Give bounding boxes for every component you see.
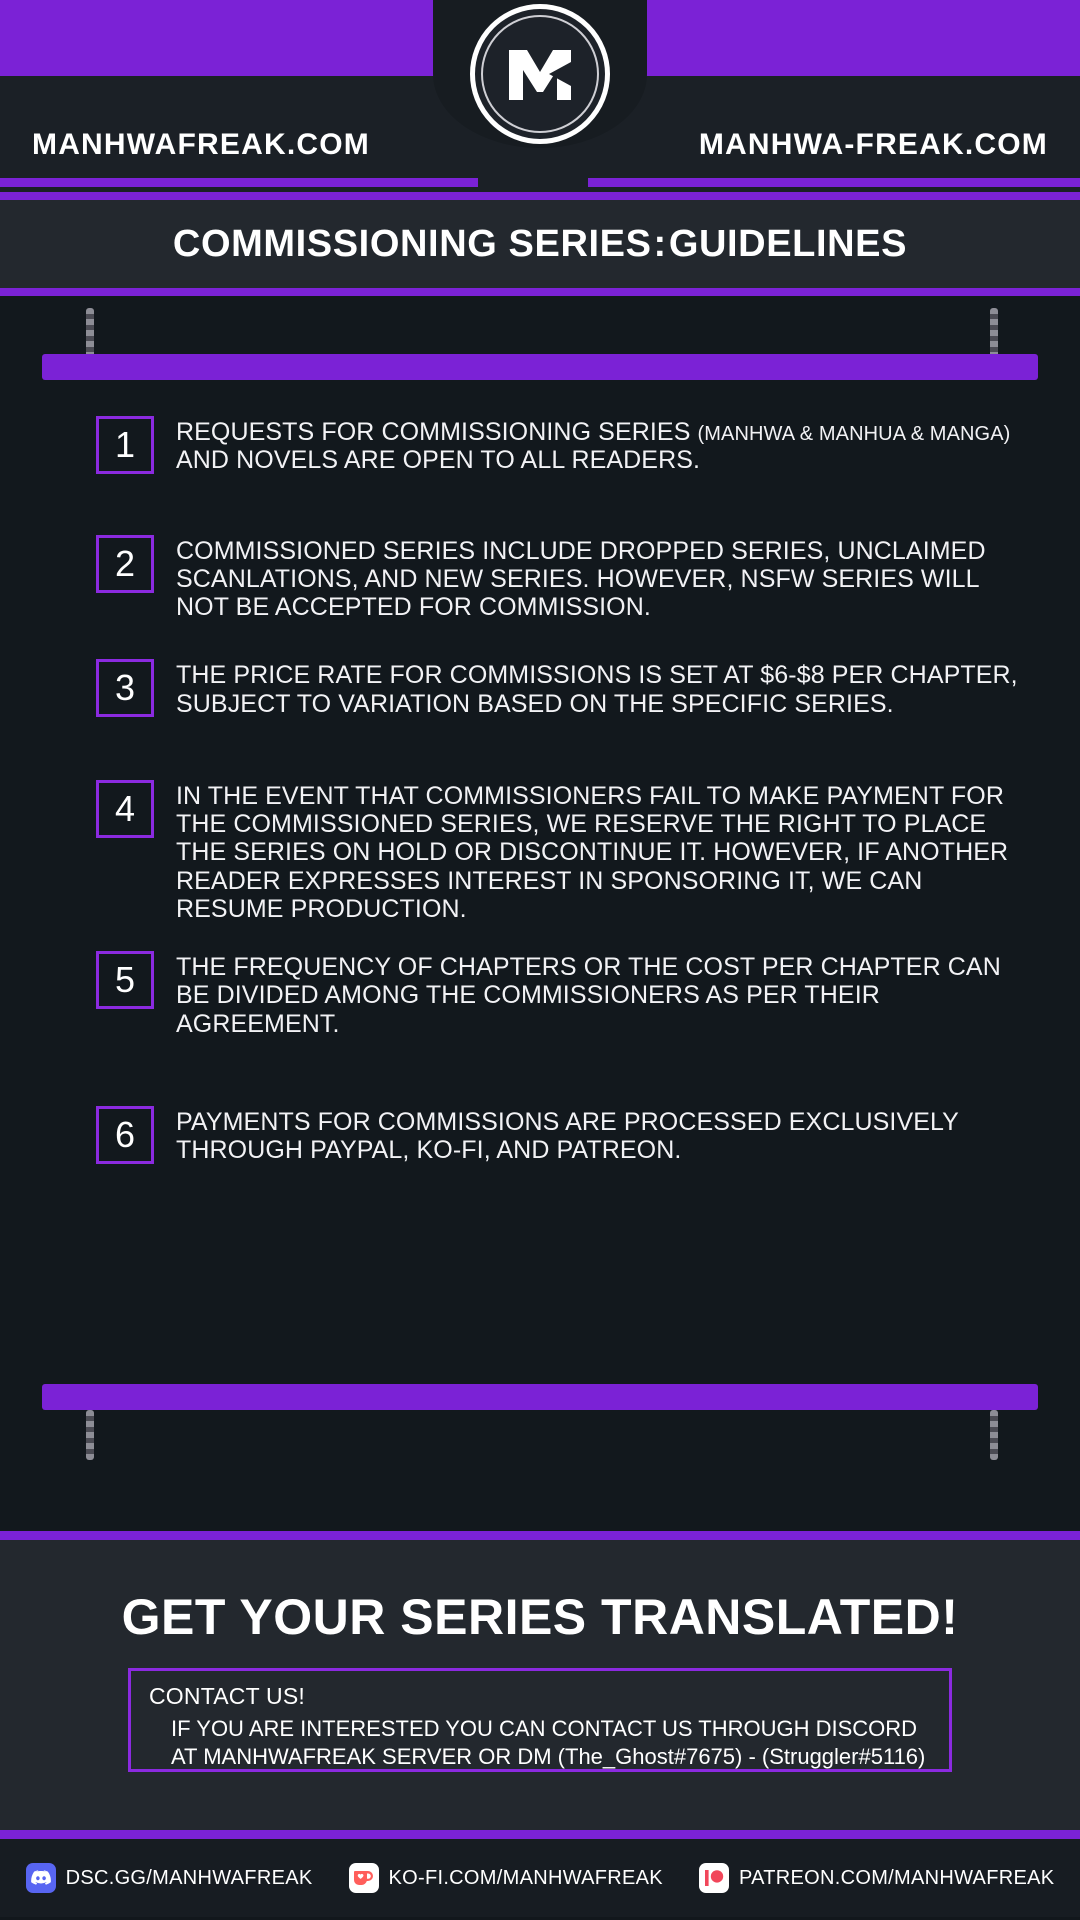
rule-number: 4 xyxy=(96,780,154,838)
page-title-part2: GUIDELINES xyxy=(668,222,908,265)
header-underline-left xyxy=(0,178,478,187)
rule-text-before: REQUESTS FOR COMMISSIONING SERIES xyxy=(176,418,698,446)
rule-number: 6 xyxy=(96,1106,154,1164)
rule-item xyxy=(96,1106,1036,1165)
header-underline-right xyxy=(588,178,1080,187)
rules-list xyxy=(96,416,1036,1164)
rule-text-paren: (MANHWA & MANHUA & MANGA) xyxy=(697,423,1011,445)
link-kofi-label: KO-FI.COM/MANHWAFREAK xyxy=(388,1866,663,1889)
discord-glyph xyxy=(31,1870,51,1886)
contact-line-2: AT MANHWAFREAK SERVER OR DM (The_Ghost#7675) - (Struggler#5116) xyxy=(171,1743,926,1769)
contact-box xyxy=(128,1668,952,1772)
rule-text xyxy=(176,416,1036,475)
rule-number: 3 xyxy=(96,659,154,717)
rule-number: 1 xyxy=(96,416,154,474)
contact-title: CONTACT US! xyxy=(149,1683,305,1709)
guidelines-body xyxy=(0,296,1080,1531)
rule-item xyxy=(96,780,1036,923)
link-patreon-label: PATREON.COM/MANHWAFREAK xyxy=(738,1866,1055,1889)
site-header xyxy=(0,0,1080,192)
kofi-glyph xyxy=(353,1870,375,1886)
rule-item xyxy=(96,416,1036,475)
contact-line-1: IF YOU ARE INTERESTED YOU CAN CONTACT US THROUGH DISCORD xyxy=(171,1716,918,1741)
rule-text: IN THE EVENT THAT COMMISSIONERS FAIL TO MAKE PAYMENT FOR THE COMMISSIONED SERIES, WE RESERVE THE RIGHT TO PLACE THE SERIES ON HOLD OR DISCONTINUE IT. HOWEVER, IF ANOTHER READER EXPRESSES INTEREST IN SPONSORING IT, WE CAN RESUME PRODUCTION. xyxy=(176,781,1009,923)
site-logo xyxy=(470,4,610,144)
title-divider-top xyxy=(0,192,1080,200)
decorative-bar-top xyxy=(42,354,1038,380)
decorative-bar-bottom xyxy=(42,1384,1038,1410)
contact-details xyxy=(149,1715,931,1770)
site-name-right: MANHWA-FREAK.COM xyxy=(698,128,1048,161)
chain-bottom-right xyxy=(990,1410,998,1460)
rule-item xyxy=(96,535,1036,622)
rule-item xyxy=(96,951,1036,1038)
logo-inner-ring xyxy=(481,15,599,133)
rule-text: THE FREQUENCY OF CHAPTERS OR THE COST PER CHAPTER CAN BE DIVIDED AMONG THE COMMISSIONERS AS PER THEIR AGREEMENT. xyxy=(176,953,1001,1038)
chain-top-right xyxy=(990,308,998,358)
rule-text: THE PRICE RATE FOR COMMISSIONS IS SET AT $6-$8 PER CHAPTER, SUBJECT TO VARIATION BASED ON THE SPECIFIC SERIES. xyxy=(176,661,1018,718)
rule-number: 2 xyxy=(96,535,154,593)
social-links-bar xyxy=(0,1839,1080,1917)
rule-text-after: AND NOVELS ARE OPEN TO ALL READERS. xyxy=(176,446,701,475)
title-divider-bottom xyxy=(0,288,1080,296)
kofi-icon xyxy=(349,1863,379,1893)
page-title-band xyxy=(0,200,1080,288)
link-discord[interactable] xyxy=(26,1863,313,1893)
page-title-part1: COMMISSIONING SERIES xyxy=(172,222,652,265)
footer-cta-area xyxy=(0,1540,1080,1830)
patreon-glyph xyxy=(704,1869,724,1887)
site-name-left: MANHWAFREAK.COM xyxy=(32,128,370,161)
chain-bottom-left xyxy=(86,1410,94,1460)
discord-icon xyxy=(26,1863,56,1893)
manhwafreak-m-logo-icon xyxy=(503,44,577,104)
patreon-icon xyxy=(699,1863,729,1893)
cta-heading: GET YOUR SERIES TRANSLATED! xyxy=(121,1589,959,1645)
rule-item xyxy=(96,659,1036,718)
rule-text: PAYMENTS FOR COMMISSIONS ARE PROCESSED EXCLUSIVELY THROUGH PAYPAL, KO-FI, AND PATREON. xyxy=(176,1107,959,1164)
link-patreon[interactable] xyxy=(699,1863,1054,1893)
link-discord-label: DSC.GG/MANHWAFREAK xyxy=(65,1866,313,1889)
link-kofi[interactable] xyxy=(349,1863,663,1893)
page-title xyxy=(173,223,907,266)
chain-top-left xyxy=(86,308,94,358)
footer-divider-bottom xyxy=(0,1830,1080,1839)
rule-text: COMMISSIONED SERIES INCLUDE DROPPED SERIES, UNCLAIMED SCANLATIONS, AND NEW SERIES. HOWEVER, NSFW SERIES WILL NOT BE ACCEPTED FOR COMMISSION. xyxy=(176,536,986,621)
footer-divider-top xyxy=(0,1531,1080,1540)
page-title-separator: : xyxy=(653,222,667,265)
rule-number: 5 xyxy=(96,951,154,1009)
